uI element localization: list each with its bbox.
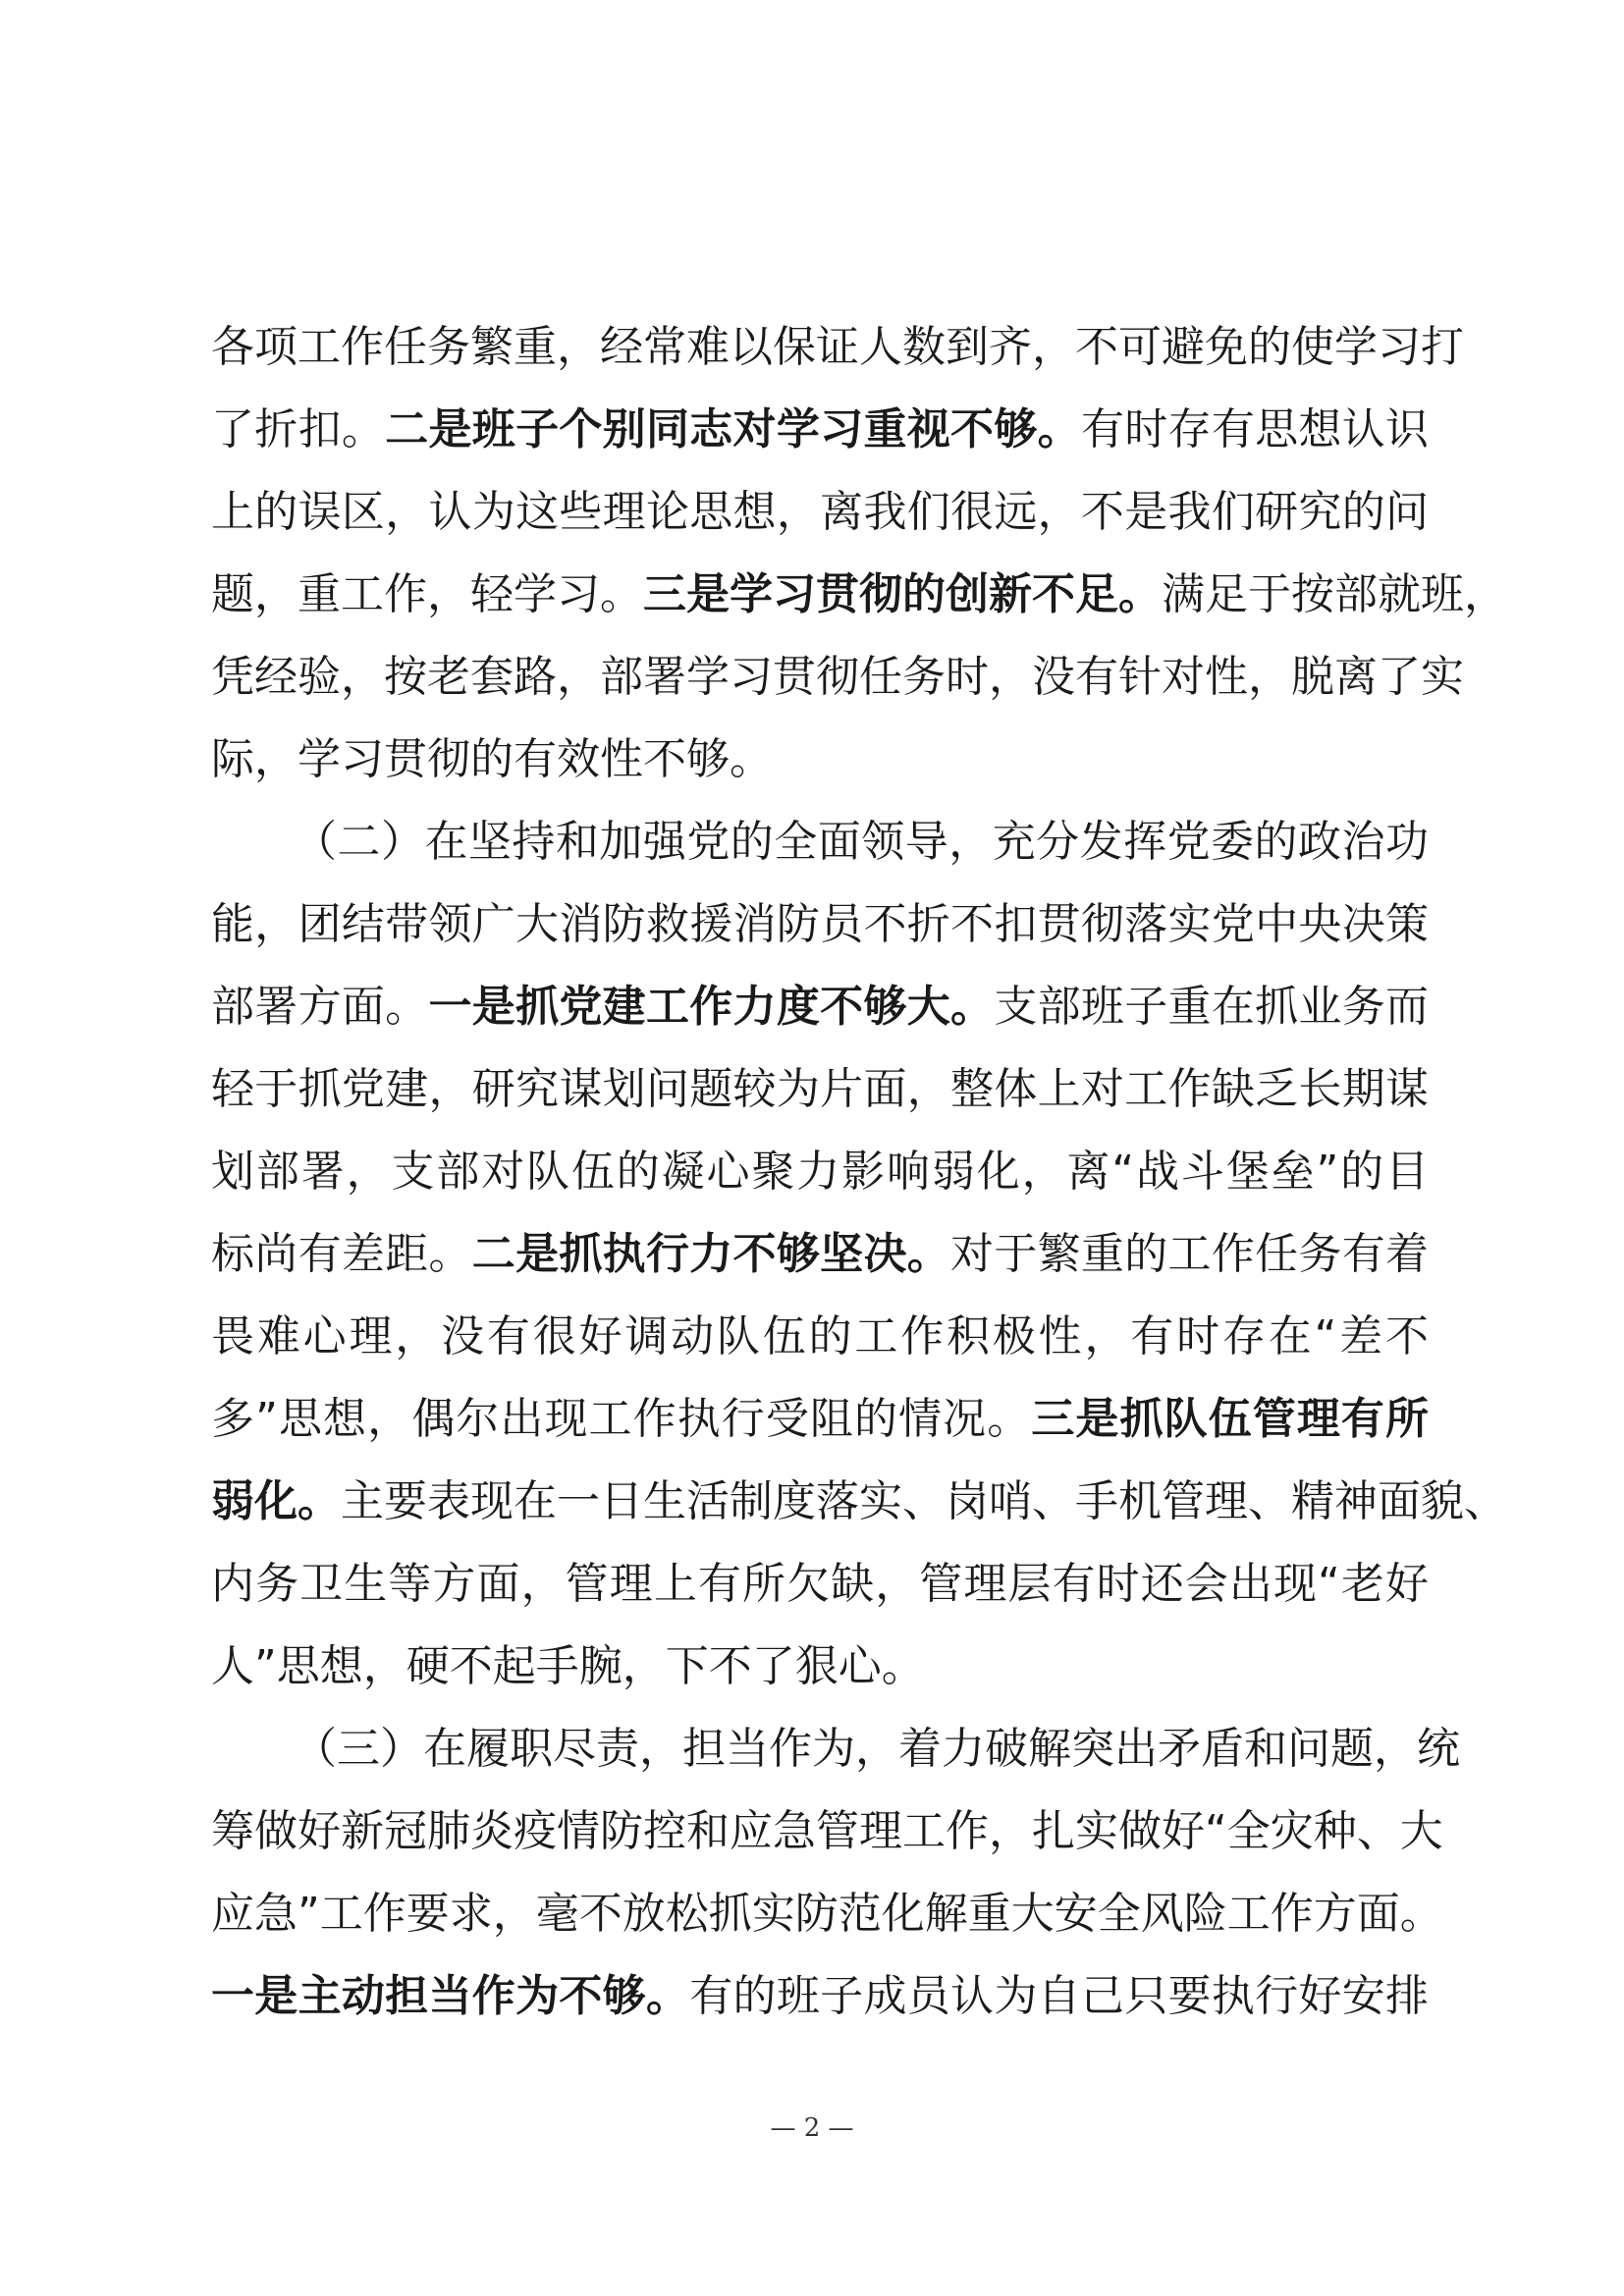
text-run: 有的班子成员认为自己只要执行好安排: [689, 1971, 1430, 2021]
text-run: 能，团结带领广大消防救援消防员不折不扣贯彻落实党中央决策: [211, 899, 1429, 949]
text-line: [211, 1378, 1429, 1461]
bold-point: 二是抓执行力不够坚决。: [471, 1229, 951, 1279]
text-line: [211, 471, 1429, 554]
text-line: [211, 554, 1507, 636]
text-run: 各项工作任务繁重，经常难以保证人数到齐，不可避免的使学习打: [211, 322, 1464, 372]
text-run: 应急”工作要求，毫不放松抓实防范化解重大安全风险工作方面。: [211, 1889, 1443, 1939]
text-run: 轻于抓党建，研究谋划问题较为片面，整体上对工作缺乏长期谋: [211, 1064, 1429, 1114]
text-run: 畏难心理，没有很好调动队伍的工作积极性，有时存在“差不: [211, 1311, 1429, 1362]
bold-point: 一是抓党建工作力度不够大。: [428, 982, 995, 1032]
bold-point: 三是学习贯彻的创新不足。: [643, 569, 1162, 619]
text-run: 主要表现在一日生活制度落实、岗哨、手机管理、精神面貌、: [341, 1476, 1507, 1526]
text-run: 上的误区，认为这些理论思想，离我们很远，不是我们研究的问: [211, 487, 1429, 537]
text-run: 内务卫生等方面，管理上有所欠缺，管理层有时还会出现“老好: [211, 1559, 1429, 1609]
bold-point: 一是主动担当作为不够。: [211, 1971, 690, 2021]
text-line: [211, 1461, 1507, 1543]
text-run: 有时存有思想认识: [1080, 404, 1430, 454]
text-line: [211, 636, 1464, 719]
text-line: [211, 1131, 1429, 1213]
bold-point: 弱化。: [211, 1476, 341, 1526]
text-line: [211, 1873, 1443, 1955]
section-heading: （二）在坚持和加强党的全面领导，充分发挥党委的政治功: [294, 817, 1429, 867]
text-run: 筹做好新冠肺炎疫情防控和应急管理工作，扎实做好“全灾种、大: [211, 1806, 1443, 1856]
text-run: 际，学习贯彻的有效性不够。: [211, 734, 773, 784]
bold-point: 二是班子个别同志对学习重视不够。: [385, 404, 1081, 454]
bold-point: 三是抓队伍管理有所: [1031, 1394, 1429, 1444]
text-line: [211, 801, 1429, 883]
text-run: 多”思想，偶尔出现工作执行受阻的情况。: [211, 1394, 1032, 1444]
text-line: [211, 1296, 1429, 1378]
text-line: [211, 389, 1429, 471]
text-run: 标尚有差距。: [211, 1229, 472, 1279]
text-line: [211, 719, 1429, 801]
text-line: [211, 306, 1464, 389]
text-run: 部署方面。: [211, 982, 429, 1032]
section-heading: （三）在履职尽责，担当作为，着力破解突出矛盾和问题，统: [294, 1724, 1460, 1774]
text-line: [211, 1955, 1429, 2038]
text-line: [211, 883, 1429, 966]
text-run: 题，重工作，轻学习。: [211, 569, 643, 619]
text-line: [211, 1708, 1460, 1790]
text-line: [211, 1626, 1429, 1708]
text-run: 凭经验，按老套路，部署学习贯彻任务时，没有针对性，脱离了实: [211, 652, 1464, 702]
text-run: 对于繁重的工作任务有着: [950, 1229, 1430, 1279]
text-run: 划部署，支部对队伍的凝心聚力影响弱化，离“战斗堡垒”的目: [211, 1147, 1429, 1197]
page-number: — 2 —: [770, 2113, 854, 2143]
text-line: [211, 1048, 1429, 1131]
text-run: 人”思想，硬不起手腕，下不了狠心。: [211, 1641, 925, 1691]
text-line: [211, 966, 1429, 1048]
text-run: 满足于按部就班，: [1162, 569, 1507, 619]
text-line: [211, 1543, 1429, 1626]
text-run: 支部班子重在抓业务而: [994, 982, 1430, 1032]
body-text: [211, 306, 1507, 2038]
text-line: [211, 1790, 1443, 1873]
text-run: 了折扣。: [211, 404, 386, 454]
text-line: [211, 1213, 1429, 1296]
